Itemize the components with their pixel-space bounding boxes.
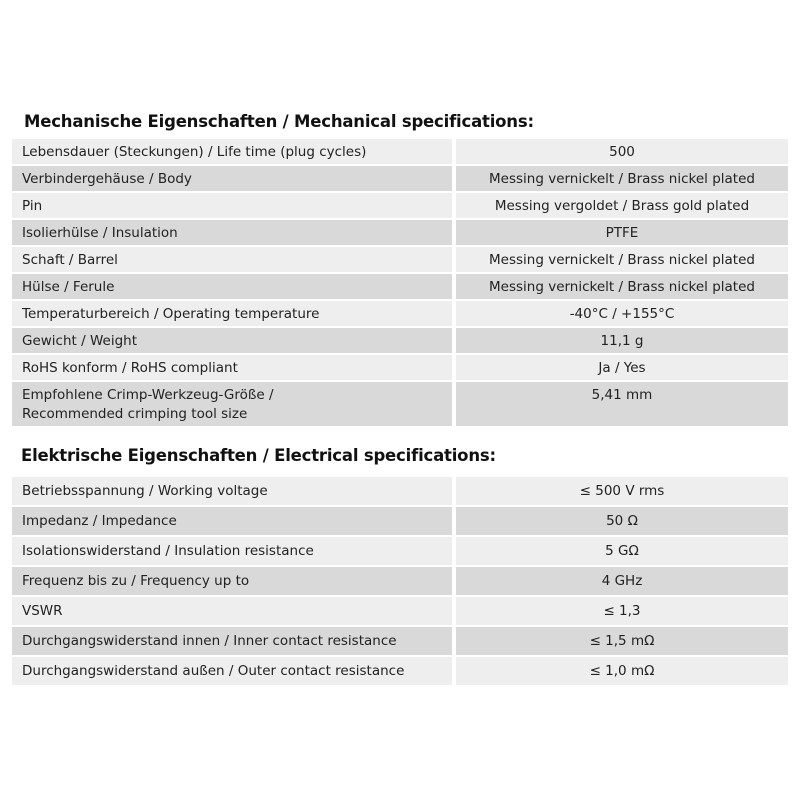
spec-label: Pin (12, 193, 452, 220)
table-row (12, 537, 788, 567)
spec-label: Gewicht / Weight (12, 328, 452, 355)
spec-label: Impedanz / Impedance (12, 507, 452, 537)
spec-value: -40°C / +155°C (452, 301, 788, 328)
table-row (12, 220, 788, 247)
spec-value: Messing vernickelt / Brass nickel plated (452, 274, 788, 301)
spec-value: Messing vergoldet / Brass gold plated (452, 193, 788, 220)
spec-value: Ja / Yes (452, 355, 788, 382)
spec-label: RoHS konform / RoHS compliant (12, 355, 452, 382)
table-row (12, 507, 788, 537)
table-row (12, 301, 788, 328)
mechanical-specs-table (12, 139, 788, 428)
spec-label: Hülse / Ferule (12, 274, 452, 301)
spec-value: ≤ 500 V rms (452, 477, 788, 507)
table-row (12, 567, 788, 597)
spec-value: 5 GΩ (452, 537, 788, 567)
spec-label: Temperaturbereich / Operating temperature (12, 301, 452, 328)
table-row (12, 382, 788, 428)
spec-value: 11,1 g (452, 328, 788, 355)
table-row (12, 193, 788, 220)
spec-label: Verbindergehäuse / Body (12, 166, 452, 193)
spec-label: Isolationswiderstand / Insulation resistance (12, 537, 452, 567)
table-row (12, 627, 788, 657)
spec-label: Isolierhülse / Insulation (12, 220, 452, 247)
mechanical-specs-title: Mechanische Eigenschaften / Mechanical specifications: (24, 112, 534, 131)
spec-value: 5,41 mm (452, 382, 788, 428)
spec-label: Lebensdauer (Steckungen) / Life time (plug cycles) (12, 139, 452, 166)
spec-value: 500 (452, 139, 788, 166)
table-row (12, 274, 788, 301)
spec-value: 50 Ω (452, 507, 788, 537)
spec-value: ≤ 1,5 mΩ (452, 627, 788, 657)
spec-value: 4 GHz (452, 567, 788, 597)
spec-label (12, 382, 452, 428)
spec-value: Messing vernickelt / Brass nickel plated (452, 166, 788, 193)
table-row (12, 166, 788, 193)
table-row (12, 139, 788, 166)
spec-value: PTFE (452, 220, 788, 247)
spec-label: Schaft / Barrel (12, 247, 452, 274)
spec-label: Durchgangswiderstand außen / Outer contact resistance (12, 657, 452, 687)
spec-label-line: Recommended crimping tool size (22, 406, 248, 422)
spec-label: VSWR (12, 597, 452, 627)
spec-label-line: Empfohlene Crimp-Werkzeug-Größe / (22, 387, 274, 403)
table-row (12, 597, 788, 627)
spec-label: Durchgangswiderstand innen / Inner contact resistance (12, 627, 452, 657)
table-row (12, 477, 788, 507)
spec-label: Frequenz bis zu / Frequency up to (12, 567, 452, 597)
spec-label: Betriebsspannung / Working voltage (12, 477, 452, 507)
table-row (12, 657, 788, 687)
electrical-specs-table (12, 477, 788, 687)
spec-value: ≤ 1,3 (452, 597, 788, 627)
table-row (12, 247, 788, 274)
table-row (12, 355, 788, 382)
electrical-specs-title: Elektrische Eigenschaften / Electrical specifications: (21, 446, 496, 465)
table-row (12, 328, 788, 355)
spec-value: ≤ 1,0 mΩ (452, 657, 788, 687)
spec-value: Messing vernickelt / Brass nickel plated (452, 247, 788, 274)
